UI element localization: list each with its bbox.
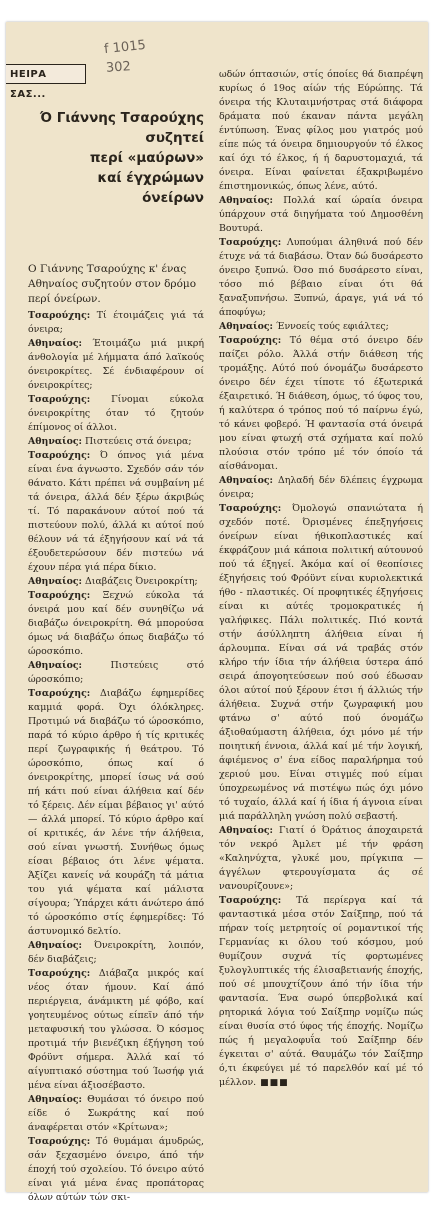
speaker-label: Τσαρούχης: xyxy=(28,590,91,601)
speaker-label: Αθηναίος: xyxy=(28,576,83,587)
newspaper-clipping xyxy=(6,22,428,1203)
speaker-label: Τσαρούχης: xyxy=(28,1136,91,1147)
dialogue-paragraph xyxy=(28,435,204,449)
speaker-label: Αθηναίος: xyxy=(28,1094,83,1105)
speaker-label: Αθηναίος: xyxy=(219,321,274,332)
speaker-label: Αθηναίος: xyxy=(219,475,274,486)
dialogue-paragraph xyxy=(219,474,423,502)
article-title xyxy=(26,108,204,208)
speaker-label: Τσαρούχης: xyxy=(28,310,91,321)
dialogue-paragraph xyxy=(28,967,204,1093)
dialogue-paragraph xyxy=(219,894,423,1090)
speaker-label: Αθηναίος: xyxy=(28,940,83,951)
speaker-label: Αθηναίος: xyxy=(28,436,83,447)
dialogue-text: Διαβάζεις Όνειροκρίτη; xyxy=(82,576,198,587)
dialogue-paragraph xyxy=(219,334,423,474)
article-column-right xyxy=(219,68,423,1090)
handwritten-note: f 1015 xyxy=(103,37,147,58)
column-header-label: ΗΕΙΡΑ ΣΑΣ... xyxy=(6,64,86,84)
end-mark-icon: ■■■ xyxy=(260,1078,289,1088)
speaker-label: Τσαρούχης: xyxy=(219,503,282,514)
speaker-label: Τσαρούχης: xyxy=(219,895,282,906)
speaker-label: Τσαρούχης: xyxy=(219,335,282,346)
dialogue-paragraph xyxy=(28,1093,204,1135)
dialogue-paragraph xyxy=(219,824,423,894)
speaker-label: Τσαρούχης: xyxy=(28,688,91,699)
dialogue-text: Ό όπνος γιά μένα είναι ένα άγνωστο. Σχεδόν σάν τόν θάνατο. Κάτι πρέπει νά συμβαίνη μέ τά όνειρα, άλλά δέν ξέρω άκριβώς τί. Τό παρακάνουν αύτοί πού τά πιστεύουν πολύ, άλλά κι αύτοί πού θέλουν νά τά έξηγήσουν καί νά τά έξουδετερώσουν δέν πιστεύω νά έχουν πέρα γιά πέρα δίκιο. xyxy=(28,450,204,573)
dialogue-paragraph xyxy=(28,309,204,337)
dialogue-paragraph xyxy=(219,194,423,236)
dialogue-text: Τό θέμα στό όνειρο δέν παίζει ρόλο. Άλλά στήν διάθεση τής τρομάξης. Αύτό πού όνομάζω δυσάρεστο όνειρο δέν έχει τίποτε τό έξωτερικά έξαιρετικό. Ή διάθεση, όμως, τό ύφος του, ή καλύτερα ό τρόπος πού τό παίρνω έγώ, τό κάνει φοβερό. Ή φαντασία στά όνειρά μου είναι φτωχή στά σχήματα καί πολύ πλούσια στόν τρόπο μέ τόν όποίο τά αίσθάνομαι. xyxy=(219,335,423,472)
title-line: Ό Γιάννης Τσαρούχης xyxy=(40,110,204,126)
speaker-label: Τσαρούχης: xyxy=(28,968,91,979)
title-line: όνείρων xyxy=(142,190,204,206)
dialogue-paragraph xyxy=(28,449,204,575)
dialogue-text: Ξεχνώ εύκολα τά όνειρά μου καί δέν συνηθίζω νά διαβάζω όνειροκρίτη. Θά μπορούσα όμως νά διαβάζω όπως διαβάζω τό ώροσκόπιο. xyxy=(28,590,204,657)
dialogue-text: Όνειροκρίτη, λοιπόν, δέν διαβάζεις; xyxy=(28,940,204,965)
dialogue-paragraph xyxy=(219,320,423,334)
dialogue-text: Γιατί ό Όράτιος άποχαιρετά τόν νεκρό Άμλετ μέ τήν φράση «Καληνύχτα, γλυκέ μου, πρίγκιπα — άγγέλων φτερουγίσματα άς σέ νανουρίζουνε»; xyxy=(219,825,423,892)
dialogue-text: Τί έτοιμάζεις γιά τά όνειρα; xyxy=(28,310,204,335)
speaker-label: Αθηναίος: xyxy=(28,338,83,349)
dialogue-text: Γίνομαι εύκολα όνειροκρίτης όταν τό ζητούν έπίμονος οί άλλοι. xyxy=(28,394,204,433)
dialogue-text: Λυπούμαι άληθινά πού δέν έτυχε νά τά διαβάσω. Όταν δώ δυσάρεστο όνειρο ξυπνώ. Όσο πιό δυσάρεστο είναι, τόσο πιό βέβαιο είναι ότι θά ξαναξυπνήσω. Ξυπνώ, άραγε, γιά νά τό άποφύγω; xyxy=(219,237,423,318)
dialogue-paragraph xyxy=(219,68,423,194)
dialogue-paragraph xyxy=(219,502,423,824)
speaker-label: Τσαρούχης: xyxy=(28,394,91,405)
dialogue-text: Έτοιμάζω μιά μικρή άνθολογία μέ λήμματα άπό λαϊκούς όνειροκρίτες. Σέ ένδιαφέρουν οί όνειροκρίτες; xyxy=(28,338,204,391)
dialogue-text: ωδών όπτασιών, στίς όποίες θά διαπρέψη κυρίως ό 19ος αίών τής Εύρώπης. Τά όνειρα τής Κλυταιμνήστρας στά διάφορα δράματα πού έκαναν πάντα μεγάλη έντύπωση. Ένας φίλος μου γιατρός μού είπε πώς τά όνειρα δημιουργούν τό έλκος καί όχι τό έλκος, ή ή δαρυστομαχιά, τά όνειρα. Είναι φαίνεται έξακριβωμένο έπιστημονικώς, όπως λένε, αύτό. xyxy=(219,69,423,192)
speaker-label: Αθηναίος: xyxy=(219,195,274,206)
speaker-label: Τσαρούχης: xyxy=(28,450,91,461)
speaker-label: Τσαρούχης: xyxy=(219,237,282,248)
dialogue-text: Θυμάσαι τό όνειρο πού είδε ό Σωκράτης καί πού άναφέρεται στόν «Κρίτωνα»; xyxy=(28,1094,204,1133)
dialogue-text: Έννοείς τούς εφιάλτες; xyxy=(273,321,389,332)
dialogue-paragraph xyxy=(28,939,204,967)
title-line: συζητεί xyxy=(145,130,204,146)
handwritten-note-number: 302 xyxy=(105,59,132,76)
dialogue-text: Πιστεύεις στά όνειρα; xyxy=(82,436,192,447)
dialogue-paragraph xyxy=(28,687,204,939)
dialogue-text: Διαβάζω έφημερίδες καμμιά φορά. Όχι όλόκληρες. Προτιμώ νά διαβάζω τό ώροσκόπιο, παρά τό κύριο άρθρο ή τίς κριτικές περί ζωγραφικής ή θεάτρου. Τό ώροσκόπιο, όπως καί ό όνειροκρίτης, μπορεί ίσως νά σού πή κάτι πού είναι άλήθεια καί δέν τό ξέρεις. Δέν είμαι βέβαιος γι' αύτό — άλλά μπορεί. Τό κύριο άρθρο καί οί κριτικές, άν λένε τήν άλήθεια, σού είναι γνωστή. Συνήθως όμως είσαι βέβαιος ότι λένε ψέματα. Άξίζει κανείς νά κουράζη τά μάτια του γιά ψέματα καί μάλιστα σίγουρα; Ύπάρχει κάτι άνώτερο άπό τό ώροσκόπιο στίς έφημερίδες: Τό άστυνομικό δελτίο. xyxy=(28,688,204,937)
dialogue-text: Πολλά καί ώραία όνειρα ύπάρχουν στά διηγήματα τού Δημοσθένη Βουτυρά. xyxy=(219,195,423,234)
speaker-label: Αθηναίος: xyxy=(28,660,83,671)
dialogue-paragraph xyxy=(28,575,204,589)
dialogue-paragraph xyxy=(28,393,204,435)
dialogue-paragraph xyxy=(28,337,204,393)
title-line: περί «μαύρων» xyxy=(89,150,204,166)
dialogue-text: Πιστεύεις στό ώροσκόπιο; xyxy=(28,660,204,685)
title-line: καί έγχρώμων xyxy=(97,170,204,186)
dialogue-text: Τά περίεργα καί τά φανταστικά μέσα στόν Σαίξπηρ, πού τά πήραν τοίς μετρητοίς οί ρομαντικοί τής Γερμανίας κι όλου τού κόσμου, μού θυμίζουν συχνά τίς φορτωμένες ξυλογλυπτικές τής έλισαβετιανής έποχής, πού σέ μπουχτίζουν άπό τήν ίδια τήν φαντασία. Ένα σωρό ύπερβολικά καί ρητορικά λόγια τού Σαίξπηρ νομίζω πώς είναι θυσία στό ύφος τής έποχής. Νομίζω πώς ή μεγαλοφυΐα τού Σαίξπηρ δέν έγκειται σ' αύτά. Θαυμάζω τόν Σαίξπηρ ό,τι έκφεύγει μέ τό παρελθόν καί μέ τό μέλλον. xyxy=(219,895,423,1088)
dialogue-text: Όμολογώ σπανιώτατα ή σχεδόν ποτέ. Όρισμένες έπεξηγήσεις όνείρων είναι ήθικοπλαστικές καί έκφράζουν μιά κάποια πολιτική αύτουνού πού τά έξηγεί. Άκόμα καί οί θεοπίσιες έξηγήσεις τού Φρόϋντ είναι κυριολεκτικά ήθο - πλαστικές. Οί προφητικές έξηγήσεις είναι κι αύτές τρομοκρατικές ή γαλήφικες. Πάλι πολιτικές. Πιό κοντά στήν άσύλληπτη άλήθεια είναι ή άρλουμπα. Είναι σά νά τραβάς στόν κλήρο τήν ίδια τήν άλήθεια ύστερα άπό σειρά άπογοητεύσεων πού σού έδωσαν όλοι αύτοί πού ξέρουν έτσι ή άλλιώς τήν άλήθεια. Συχνά στήν ζωγραφική μου φτάνω σ' αύτό πού όνομάζω άξιοθαύμαστη άλήθεια, όχι μόνο μέ τήν ποιητική έννοια, άλλά καί μέ τήν λογική, άφιέμενος σ' ένα είδος παραλήρημα τού χεριού μου. Είναι στιγμές πού είμαι ύποχρεωμένος νά πιστέψω πώς όχι μόνο τό τυχαίο, άλλά καί ή ίδια ή άγνοια είναι μιά παράλληλη γνώση πολύ σεβαστή. xyxy=(219,503,423,822)
article-column-left xyxy=(28,309,204,1205)
dialogue-paragraph xyxy=(28,1135,204,1205)
dialogue-text: Τό θυμάμαι άμυδρώς, σάν ξεχασμένο όνειρο, άπό τήν έποχή τού σχολείου. Τό όνειρο αύτό είναι γιά μένα ένας προπάτορας όλων αύτών τών σκι- xyxy=(28,1136,204,1203)
speaker-label: Αθηναίος: xyxy=(219,825,274,836)
dialogue-paragraph xyxy=(28,589,204,659)
dialogue-text: Διάβαζα μικρός καί νέος όταν ήμουν. Καί άπό περιέργεια, άνάμικτη μέ φόβο, καί γοητευμένος ούτως είπεϊν άπό τήν μεταφυσική του γλώσσα. Ό κόσμος προτιμά τήν βιενέζικη έξήγηση τού Φρόϋντ σήμερα. Άλλά καί τό αίγυπτιακό σύστημα τού Ίωσήφ γιά μένα είναι άξιοσέβαστο. xyxy=(28,968,204,1091)
dialogue-paragraph xyxy=(28,659,204,687)
dialogue-text: Δηλαδή δέν δλέπεις έγχρωμα όνειρα; xyxy=(219,475,423,500)
lead-paragraph: Ο Γιάννης Τσαρούχης κ' ένας Αθηναίος συζητούν στον δρόμο περί όνείρων. xyxy=(28,263,197,305)
dialogue-paragraph xyxy=(219,236,423,320)
